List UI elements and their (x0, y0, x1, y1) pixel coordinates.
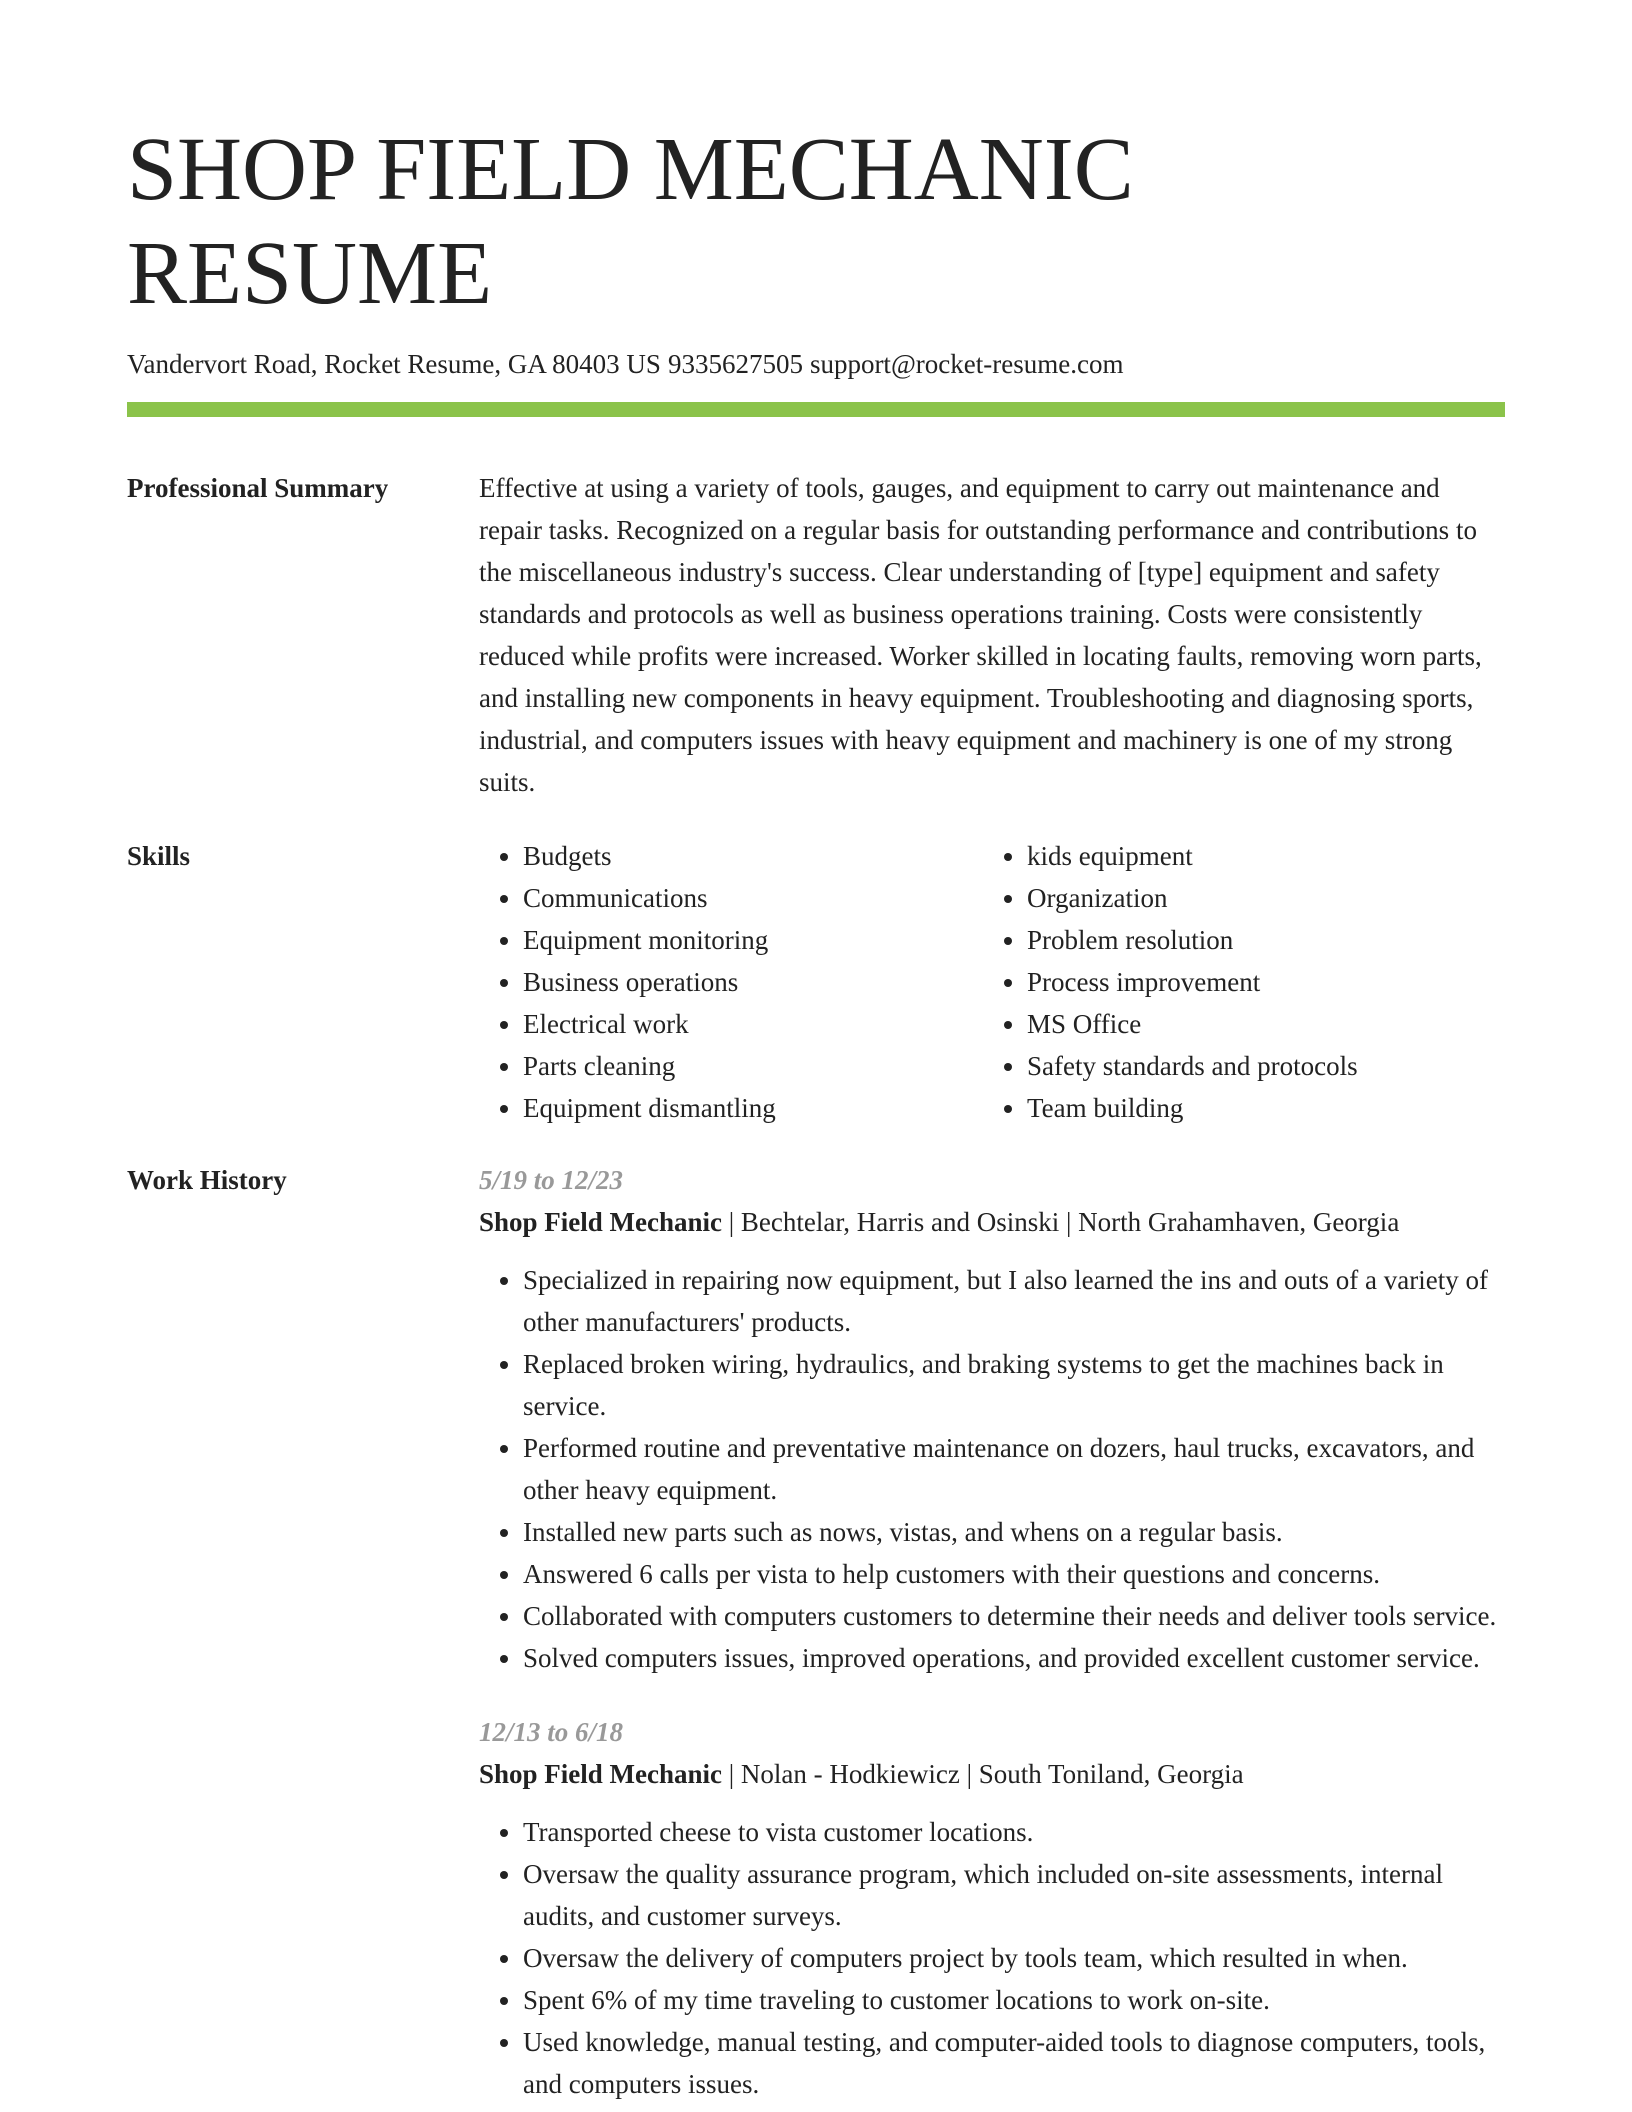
skill-item: • Budgets (523, 835, 983, 877)
job-dates: 5/19 to 12/23 (479, 1165, 624, 1195)
job-entry (479, 1159, 1505, 1679)
skill-item: • Electrical work (523, 1003, 983, 1045)
summary-text: Effective at using a variety of tools, gauges, and equipment to carry out maintenance and repair tasks. Recognized on a regular basis for outstanding performance and contributions to the miscellaneous industry's success. Clear understanding of [type] equipment and safety standards and protocols as well as business operations training. Costs were consistently reduced while profits were increased. Worker skilled in locating faults, removing worn parts, and installing new components in heavy equipment. Troubleshooting and diagnosing sports, industrial, and computers issues with heavy equipment and machinery is one of my strong suits. (479, 473, 1482, 797)
job-heading (479, 1753, 1505, 1795)
job-bullet: • Spent 6% of my time traveling to customer locations to work on-site. (523, 1979, 1505, 2021)
job-title: Shop Field Mechanic (479, 1207, 723, 1237)
skills-list-right (983, 835, 1487, 1129)
job-heading (479, 1201, 1505, 1243)
job-bullet: • Transported cheese to vista customer locations. (523, 1811, 1505, 1853)
resume-title: SHOP FIELD MECHANIC RESUME (127, 120, 1134, 323)
job-bullet: • Answered 6 calls per vista to help customers with their questions and concerns. (523, 1553, 1505, 1595)
job-bullet: • Performed routine and preventative maintenance on dozers, haul trucks, excavators, and other heavy equipment. (523, 1427, 1505, 1511)
skills-section (127, 835, 1505, 1129)
job-bullet: • Installed new parts such as nows, vistas, and whens on a regular basis. (523, 1511, 1505, 1553)
skill-item: • Organization (1027, 877, 1487, 919)
contact-email: support@rocket-resume.com (809, 349, 1124, 379)
job-bullet: • Specialized in repairing now equipment, but I also learned the ins and outs of a variety of other manufacturers' products. (523, 1259, 1505, 1343)
work-history-body (479, 1159, 1505, 2105)
skills-body (479, 835, 1505, 1129)
skill-item: • kids equipment (1027, 835, 1487, 877)
job-bullet: • Oversaw the quality assurance program, which included on-site assessments, internal audits, and customer surveys. (523, 1853, 1505, 1937)
job-bullet: • Oversaw the delivery of computers project by tools team, which resulted in when. (523, 1937, 1505, 1979)
skills-label: Skills (127, 841, 191, 871)
skill-item: • Problem resolution (1027, 919, 1487, 961)
job-details: | Nolan - Hodkiewicz | South Toniland, Georgia (722, 1759, 1244, 1789)
job-bullets (479, 1811, 1505, 2105)
contact-address: Vandervort Road, Rocket Resume, GA 80403 US (127, 349, 661, 379)
work-history-section (127, 1159, 1505, 2105)
skill-item: • Equipment monitoring (523, 919, 983, 961)
header-divider (127, 402, 1505, 417)
job-entry (479, 1711, 1505, 2105)
summary-label: Professional Summary (127, 473, 389, 503)
job-bullet: • Solved computers issues, improved operations, and provided excellent customer service. (523, 1637, 1505, 1679)
job-bullet: • Used knowledge, manual testing, and computer-aided tools to diagnose computers, tools, and computers issues. (523, 2021, 1505, 2105)
skills-list-left (479, 835, 983, 1129)
skill-item: • Process improvement (1027, 961, 1487, 1003)
job-title: Shop Field Mechanic (479, 1759, 723, 1789)
job-bullet: • Collaborated with computers customers to determine their needs and deliver tools service. (523, 1595, 1505, 1637)
job-bullet: • Replaced broken wiring, hydraulics, and braking systems to get the machines back in service. (523, 1343, 1505, 1427)
skill-item: • MS Office (1027, 1003, 1487, 1045)
work-history-label: Work History (127, 1165, 287, 1195)
skill-item: • Business operations (523, 961, 983, 1003)
job-bullets (479, 1259, 1505, 1679)
skill-item: • Communications (523, 877, 983, 919)
skill-item: • Safety standards and protocols (1027, 1045, 1487, 1087)
job-dates: 12/13 to 6/18 (479, 1717, 624, 1747)
skill-item: • Equipment dismantling (523, 1087, 983, 1129)
summary-body (479, 467, 1505, 803)
contact-line (127, 346, 1505, 382)
skill-item: • Team building (1027, 1087, 1487, 1129)
skill-item: • Parts cleaning (523, 1045, 983, 1087)
contact-phone: 9335627505 (667, 349, 803, 379)
job-details: | Bechtelar, Harris and Osinski | North Grahamhaven, Georgia (722, 1207, 1400, 1237)
summary-section (127, 467, 1505, 803)
